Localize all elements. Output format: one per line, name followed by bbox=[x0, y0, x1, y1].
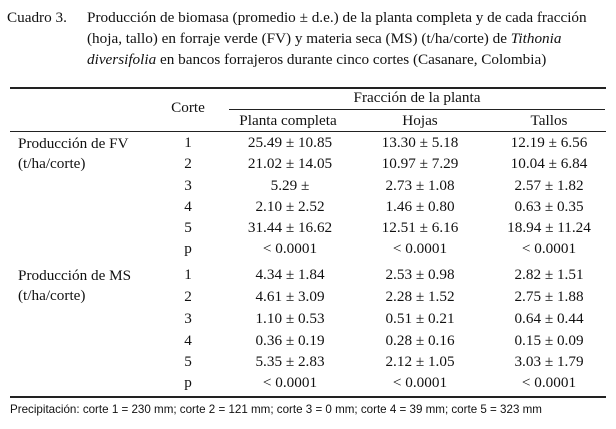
caption-line bbox=[87, 29, 561, 49]
value-cell: < 0.0001 bbox=[392, 374, 448, 391]
section-label-unit: (t/ha/corte) bbox=[18, 155, 86, 172]
section-label-ms bbox=[18, 266, 131, 306]
caption-species-epithet: diversifolia bbox=[87, 51, 157, 68]
value-cell: 12.19 ± 6.56 bbox=[510, 134, 588, 151]
header-planta-completa: Planta completa bbox=[239, 112, 337, 129]
section-label-line: Producción de FV bbox=[18, 135, 129, 152]
corte-cell: 3 bbox=[184, 177, 192, 194]
caption-text: (hoja, tallo) en forraje verde (FV) y materia seca (MS) (t/ha/corte) de bbox=[87, 30, 511, 47]
value-cell: 10.04 ± 6.84 bbox=[510, 155, 588, 172]
value-cell: 2.75 ± 1.88 bbox=[514, 288, 584, 305]
table-bottom-rule bbox=[10, 396, 606, 398]
corte-cell: 5 bbox=[184, 353, 192, 370]
caption-line bbox=[87, 50, 546, 70]
value-cell: 2.82 ± 1.51 bbox=[514, 266, 584, 283]
value-cell: 2.57 ± 1.82 bbox=[514, 177, 584, 194]
corte-cell: p bbox=[184, 240, 192, 257]
value-cell: 1.46 ± 0.80 bbox=[385, 198, 455, 215]
section-label-line: Producción de MS bbox=[18, 267, 132, 284]
value-cell: 0.36 ± 0.19 bbox=[255, 332, 325, 349]
value-cell: 2.10 ± 2.52 bbox=[255, 198, 325, 215]
table-top-rule bbox=[10, 87, 606, 89]
section-label-fv bbox=[18, 134, 129, 174]
value-cell: 2.53 ± 0.98 bbox=[385, 266, 455, 283]
value-cell: 0.63 ± 0.35 bbox=[514, 198, 584, 215]
value-cell: 31.44 ± 16.62 bbox=[247, 219, 333, 236]
caption-text: en bancos forrajeros durante cinco cortes (Casanare, Colombia) bbox=[156, 51, 547, 68]
caption-text: Producción de biomasa (promedio ± d.e.) de la planta completa y de cada fracción bbox=[87, 9, 587, 26]
caption-number: Cuadro 3. bbox=[7, 9, 67, 26]
corte-cell: 1 bbox=[184, 134, 192, 151]
value-cell: 0.28 ± 0.16 bbox=[385, 332, 455, 349]
corte-cell: 1 bbox=[184, 266, 192, 283]
value-cell: 0.51 ± 0.21 bbox=[385, 310, 455, 327]
header-corte: Corte bbox=[171, 99, 205, 116]
value-cell: 4.34 ± 1.84 bbox=[255, 266, 325, 283]
value-cell: 12.51 ± 6.16 bbox=[381, 219, 459, 236]
value-cell: 0.15 ± 0.09 bbox=[514, 332, 584, 349]
value-cell: 2.73 ± 1.08 bbox=[385, 177, 455, 194]
value-cell: < 0.0001 bbox=[392, 240, 448, 257]
value-cell: < 0.0001 bbox=[262, 374, 318, 391]
value-cell: 2.12 ± 1.05 bbox=[385, 353, 455, 370]
corte-cell: p bbox=[184, 374, 192, 391]
caption-species-genus: Tithonia bbox=[510, 30, 562, 47]
header-hojas: Hojas bbox=[402, 112, 438, 129]
section-label-unit: (t/ha/corte) bbox=[18, 287, 86, 304]
value-cell: < 0.0001 bbox=[262, 240, 318, 257]
corte-cell: 4 bbox=[184, 198, 192, 215]
header-bottom-rule bbox=[10, 131, 606, 132]
value-cell: < 0.0001 bbox=[521, 374, 577, 391]
value-cell: 0.64 ± 0.44 bbox=[514, 310, 584, 327]
value-cell: 1.10 ± 0.53 bbox=[255, 310, 325, 327]
corte-cell: 2 bbox=[184, 288, 192, 305]
header-tallos: Tallos bbox=[530, 112, 568, 129]
value-cell: 13.30 ± 5.18 bbox=[381, 134, 459, 151]
value-cell: 4.61 ± 3.09 bbox=[255, 288, 325, 305]
corte-cell: 4 bbox=[184, 332, 192, 349]
header-fraccion: Fracción de la planta bbox=[353, 89, 481, 106]
group-header-rule bbox=[229, 109, 605, 110]
corte-cell: 3 bbox=[184, 310, 192, 327]
value-cell: 3.03 ± 1.79 bbox=[514, 353, 584, 370]
value-cell: 18.94 ± 11.24 bbox=[507, 219, 591, 236]
value-cell: 5.29 ± bbox=[270, 177, 310, 194]
footnote-precipitation: Precipitación: corte 1 = 230 mm; corte 2 = 121 mm; corte 3 = 0 mm; corte 4 = 39 mm; corte 5 = 323 mm bbox=[10, 403, 542, 416]
value-cell: < 0.0001 bbox=[521, 240, 577, 257]
value-cell: 2.28 ± 1.52 bbox=[385, 288, 455, 305]
value-cell: 25.49 ± 10.85 bbox=[247, 134, 333, 151]
value-cell: 5.35 ± 2.83 bbox=[255, 353, 325, 370]
corte-cell: 5 bbox=[184, 219, 192, 236]
corte-cell: 2 bbox=[184, 155, 192, 172]
caption-line bbox=[87, 8, 587, 28]
value-cell: 21.02 ± 14.05 bbox=[247, 155, 333, 172]
value-cell: 10.97 ± 7.29 bbox=[381, 155, 459, 172]
